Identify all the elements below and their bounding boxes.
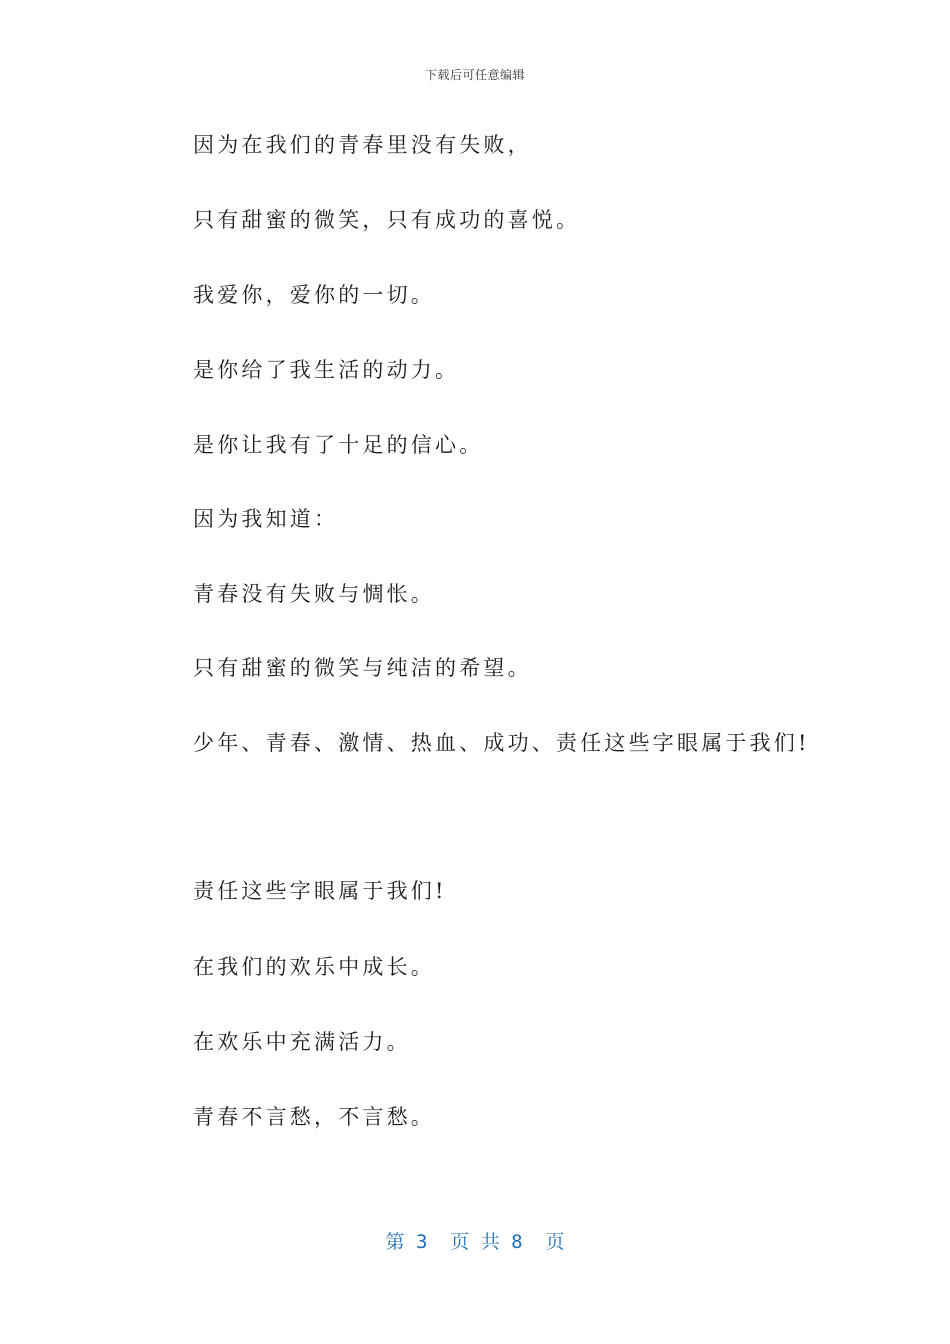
text-line: 在欢乐中充满活力。 <box>193 1030 411 1054</box>
text-line: 青春不言愁，不言愁。 <box>193 1105 435 1129</box>
text-line: 是你让我有了十足的信心。 <box>193 433 484 457</box>
page-number-footer: 第 3 页 共 8 页 <box>385 1231 565 1253</box>
page-header: 下载后可任意编辑 <box>424 68 525 82</box>
text-line: 青春没有失败与惆怅。 <box>193 582 435 606</box>
text-line: 因为我知道： <box>193 507 339 531</box>
text-line: 责任这些字眼属于我们! <box>193 879 447 903</box>
text-line: 我爱你，爱你的一切。 <box>193 283 435 307</box>
text-line: 少年、青春、激情、热血、成功、责任这些字眼属于我们! <box>193 731 810 755</box>
text-line: 因为在我们的青春里没有失败， <box>193 133 532 157</box>
text-line: 只有甜蜜的微笑，只有成功的喜悦。 <box>193 208 581 232</box>
text-line: 是你给了我生活的动力。 <box>193 358 460 382</box>
text-line: 只有甜蜜的微笑与纯洁的希望。 <box>193 656 532 680</box>
text-line: 在我们的欢乐中成长。 <box>193 955 435 979</box>
